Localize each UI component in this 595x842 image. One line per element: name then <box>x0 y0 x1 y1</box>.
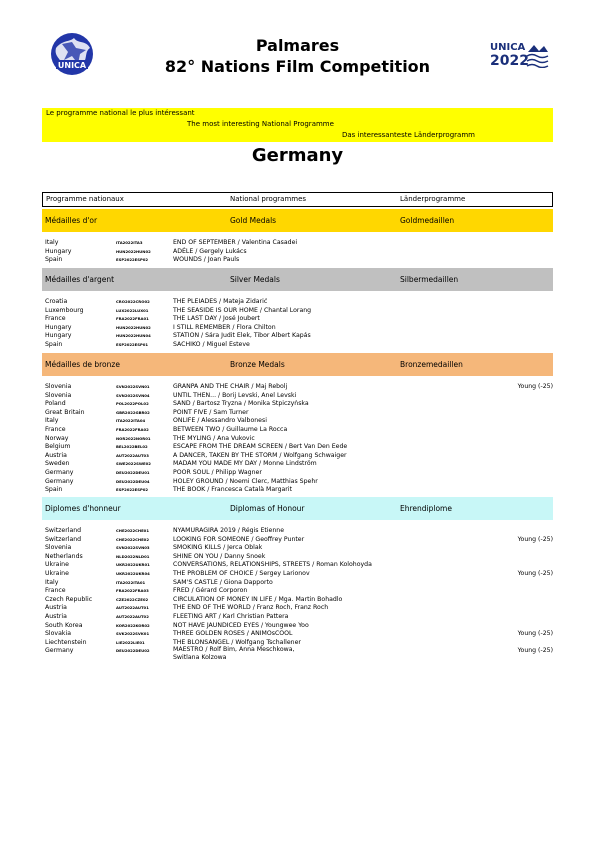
row-film-title: I STILL REMEMBER / Flora Chilton <box>173 323 276 331</box>
diplomas-of-honour-band <box>42 497 553 520</box>
silver-medals-band <box>42 268 553 291</box>
row-film-code: SWE2022SWE02 <box>116 461 151 467</box>
row-film-title: THE PLEIADES / Mateja Zidarić <box>173 298 268 305</box>
programme-label-de: Das interessanteste Länderprogramm <box>342 131 475 139</box>
row-film-title: NYAMURAGIRA 2019 / Régis Etienne <box>173 527 285 534</box>
section-title-fr: Médailles d'or <box>45 216 98 225</box>
row-film-code: CRO2022CRO02 <box>116 299 150 304</box>
row-film-code: SVK2022SVK01 <box>116 631 150 637</box>
row-film-title: WOUNDS / Joan Pauls <box>173 256 240 264</box>
row-film-title: THE BLONSANGEL / Wolfgang Tschallener <box>173 638 301 646</box>
column-header-row <box>42 192 553 207</box>
award-row <box>45 485 553 494</box>
logo-right-line1: UNICA <box>490 42 526 53</box>
bronze-medals-band <box>42 353 553 376</box>
row-country: Hungary <box>45 332 72 340</box>
young-badge: Young (-25) <box>517 383 553 390</box>
programme-category-band <box>42 108 553 142</box>
award-row <box>45 255 553 264</box>
row-country: Germany <box>45 477 74 485</box>
row-film-code: KOR2022KOR02 <box>116 622 150 628</box>
row-film-title: SAND / Bartosz Tryzna / Monika Stpiczyńska <box>173 400 309 408</box>
row-film-title: SMOKING KILLS / Jerca Oblak <box>173 544 263 552</box>
row-country: Ukraine <box>45 570 69 577</box>
row-film-code: SVN2022SVN04 <box>116 392 150 398</box>
row-country: Hungary <box>45 247 72 255</box>
row-film-code: ITA2022ITA01 <box>116 579 146 585</box>
row-film-title: NOT HAVE JAUNDICED EYES / Youngwee Yoo <box>173 621 309 629</box>
row-film-code: CHE2022CHE02 <box>116 536 149 542</box>
column-header-de: Länderprogramme <box>400 195 466 203</box>
young-badge: Young (-25) <box>517 570 553 577</box>
section-title-de: Goldmedaillen <box>400 216 455 225</box>
row-film-code: HUN2022HUN04 <box>116 333 151 339</box>
row-country: Spain <box>45 486 63 494</box>
row-film-title: ADÉLE / Gergely Lukács <box>173 247 247 255</box>
row-country: Czech Republic <box>45 595 93 603</box>
section-title-de: Bronzemedaillen <box>400 360 463 369</box>
row-country: Spain <box>45 256 63 264</box>
row-film-code: CZE2022CZE02 <box>116 596 149 602</box>
row-film-title: CONVERSATIONS, RELATIONSHIPS, STREETS / Roman Kolohoyda <box>173 561 372 569</box>
row-film-code: HUN2022HUN02 <box>116 248 151 254</box>
young-badge: Young (-25) <box>517 535 553 543</box>
row-film-title: CIRCULATION OF MONEY IN LIFE / Mga. Martin Bohadlo <box>173 595 343 603</box>
row-film-code: UKR2022UKR04 <box>116 571 150 576</box>
row-country: Austria <box>45 613 67 620</box>
row-film-code: POL2022POL02 <box>116 401 149 407</box>
row-country: Slovenia <box>45 544 72 552</box>
row-film-code: ESP2022ESP02 <box>116 487 149 493</box>
row-country: France <box>45 426 66 433</box>
row-film-code: DEU2022DEU02 <box>116 648 150 654</box>
row-film-code: LIE2022LIE01 <box>116 639 145 645</box>
row-film-code: NLD2022NLD01 <box>116 553 150 559</box>
row-film-title: MAESTRO / Rolf Bim, Anna Meschkowa, Switlana Kolzowa <box>173 646 295 662</box>
row-film-title: SAM'S CASTLE / Giona Dapporto <box>173 578 273 586</box>
row-film-title: THE LAST DAY / José Joubert <box>173 315 260 323</box>
logo-wave-icon <box>526 42 550 68</box>
row-country: Switzerland <box>45 527 82 534</box>
row-film-title: HOLEY GROUND / Noemi Clerc, Matthias Spehr <box>173 477 318 485</box>
row-country: Spain <box>45 341 63 348</box>
row-film-code: HUN2022HUN02 <box>116 324 151 330</box>
row-film-code: ESP2022ESP01 <box>116 342 149 347</box>
section-title-fr: Médailles de bronze <box>45 360 120 369</box>
row-film-title: THE MYLING / Ana Vukovic <box>173 434 255 442</box>
logo-right-line2: 2022 <box>490 53 529 69</box>
section-title-fr: Diplomes d'honneur <box>45 504 121 513</box>
row-film-title: POOR SOUL / Philipp Wagner <box>173 469 262 476</box>
row-film-title: THREE GOLDEN ROSES / ANIMOsCOOL <box>173 630 293 638</box>
winning-country: Germany <box>251 145 344 166</box>
programme-label-fr: Le programme national le plus intéressant <box>46 109 195 117</box>
row-film-title: UNTIL THEN... / Borij Levski, Anel Levski <box>173 391 297 399</box>
svg-text:UNICA: UNICA <box>57 61 87 70</box>
row-country: Slovenia <box>45 391 72 399</box>
row-country: Liechtenstein <box>45 638 87 646</box>
row-film-code: LUX2022LUX01 <box>116 307 149 313</box>
row-film-title: SACHIKO / Miguel Esteve <box>173 341 250 348</box>
row-film-code: ESP2022ESP02 <box>116 257 149 263</box>
row-country: Ukraine <box>45 561 69 569</box>
row-film-title: LOOKING FOR SOMEONE / Geoffrey Punter <box>173 535 305 543</box>
section-title-fr: Médailles d'argent <box>45 275 115 284</box>
row-film-code: SVN2022SVN01 <box>116 384 150 389</box>
row-country: Slovakia <box>45 630 71 638</box>
row-country: Germany <box>45 647 74 655</box>
programme-label-en: The most interesting National Programme <box>187 120 334 128</box>
row-country: Austria <box>45 604 67 612</box>
row-film-title: SHINE ON YOU / Danny Snoek <box>173 552 266 560</box>
row-film-code: DEU2022DEU04 <box>116 478 150 484</box>
row-country: South Korea <box>45 621 83 629</box>
row-film-title: END OF SEPTEMBER / Valentina Casadei <box>173 239 298 246</box>
row-country: Switzerland <box>45 535 82 543</box>
row-film-code: CHE2022CHE01 <box>116 528 149 533</box>
row-country: Poland <box>45 400 66 408</box>
young-badge: Young (-25) <box>517 647 553 655</box>
row-film-title: STATION / Sára Judit Elek, Tibor Albert Kapás <box>173 332 311 340</box>
row-country: France <box>45 315 66 323</box>
row-film-title: THE PROBLEM OF CHOICE / Sergey Larionov <box>173 570 310 577</box>
row-film-code: GBR2022GBR02 <box>116 409 150 415</box>
row-country: Norway <box>45 434 69 442</box>
award-row <box>45 646 553 662</box>
row-country: France <box>45 587 66 595</box>
row-country: Croatia <box>45 298 68 305</box>
row-country: Italy <box>45 239 59 246</box>
row-film-title: POINT FIVE / Sam Turner <box>173 408 249 416</box>
section-title-en: Gold Medals <box>230 216 277 225</box>
row-film-title: THE BOOK / Francesca Català Margarit <box>173 486 292 494</box>
section-title-en: Bronze Medals <box>230 360 285 369</box>
row-film-code: FRA2022FRA01 <box>116 316 149 322</box>
column-header-en: National programmes <box>230 195 307 203</box>
row-film-code: UKR2022UKR01 <box>116 562 150 568</box>
row-film-title: GRANPA AND THE CHAIR / Maj Rebolj <box>173 383 288 390</box>
row-film-code: NOR2022NOR01 <box>116 435 151 441</box>
row-country: Italy <box>45 417 59 425</box>
row-film-title: THE END OF THE WORLD / Franz Roch, Franz Roch <box>173 604 329 612</box>
row-country: Great Britain <box>45 408 85 416</box>
row-country: Luxembourg <box>45 306 84 314</box>
row-country: Slovenia <box>45 383 72 390</box>
row-film-code: BEL2022BEL02 <box>116 444 148 450</box>
row-film-title: ESCAPE FROM THE DREAM SCREEN / Bert Van Den Eede <box>173 443 348 451</box>
row-film-title: FRED / Gérard Corporon <box>173 587 248 595</box>
section-title-de: Silbermedaillen <box>400 275 459 284</box>
row-film-code: FRA2022FRA03 <box>116 588 149 594</box>
row-film-title: FLEETING ART / Karl Christian Pattera <box>173 613 289 620</box>
row-film-title: ONLIFE / Alessandro Valbonesi <box>173 417 267 425</box>
young-badge: Young (-25) <box>517 630 553 638</box>
row-film-title: A DANCER, TAKEN BY THE STORM / Wolfgang Schwaiger <box>173 451 347 459</box>
row-film-code: SVN2022SVN03 <box>116 545 150 551</box>
unica-2022-logo <box>490 42 552 70</box>
section-title-en: Silver Medals <box>230 275 280 284</box>
row-country: Netherlands <box>45 552 83 560</box>
row-film-title: THE SEASIDE IS OUR HOME / Chantal Lorang <box>173 306 312 314</box>
row-film-code: AUT2022AUT01 <box>116 605 149 611</box>
row-film-code: AUT2022AUT03 <box>116 452 149 458</box>
row-film-code: ITA2022ITA3 <box>116 240 143 245</box>
row-country: Belgium <box>45 443 71 451</box>
section-title-de: Ehrendiplome <box>400 504 452 513</box>
row-film-code: DEU2022DEU01 <box>116 470 150 475</box>
award-row <box>45 340 553 349</box>
gold-medals-band <box>42 209 553 232</box>
row-country: Hungary <box>45 323 72 331</box>
row-film-code: ITA2022ITA04 <box>116 418 146 424</box>
row-film-title: BETWEEN TWO / Guillaume La Rocca <box>173 426 288 433</box>
row-country: Austria <box>45 451 67 459</box>
row-country: Sweden <box>45 460 70 468</box>
row-film-title: MADAM YOU MADE MY DAY / Monne Lindström <box>173 460 317 468</box>
row-film-code: FRA2022FRA02 <box>116 427 149 432</box>
row-country: Italy <box>45 578 59 586</box>
column-header-fr: Programme nationaux <box>46 195 124 203</box>
row-country: Germany <box>45 469 74 476</box>
page-title-palmares: Palmares <box>255 36 340 55</box>
section-title-en: Diplomas of Honour <box>230 504 305 513</box>
page-subtitle-competition: 82° Nations Film Competition <box>164 57 431 76</box>
row-film-code: AUT2022AUT02 <box>116 614 149 619</box>
